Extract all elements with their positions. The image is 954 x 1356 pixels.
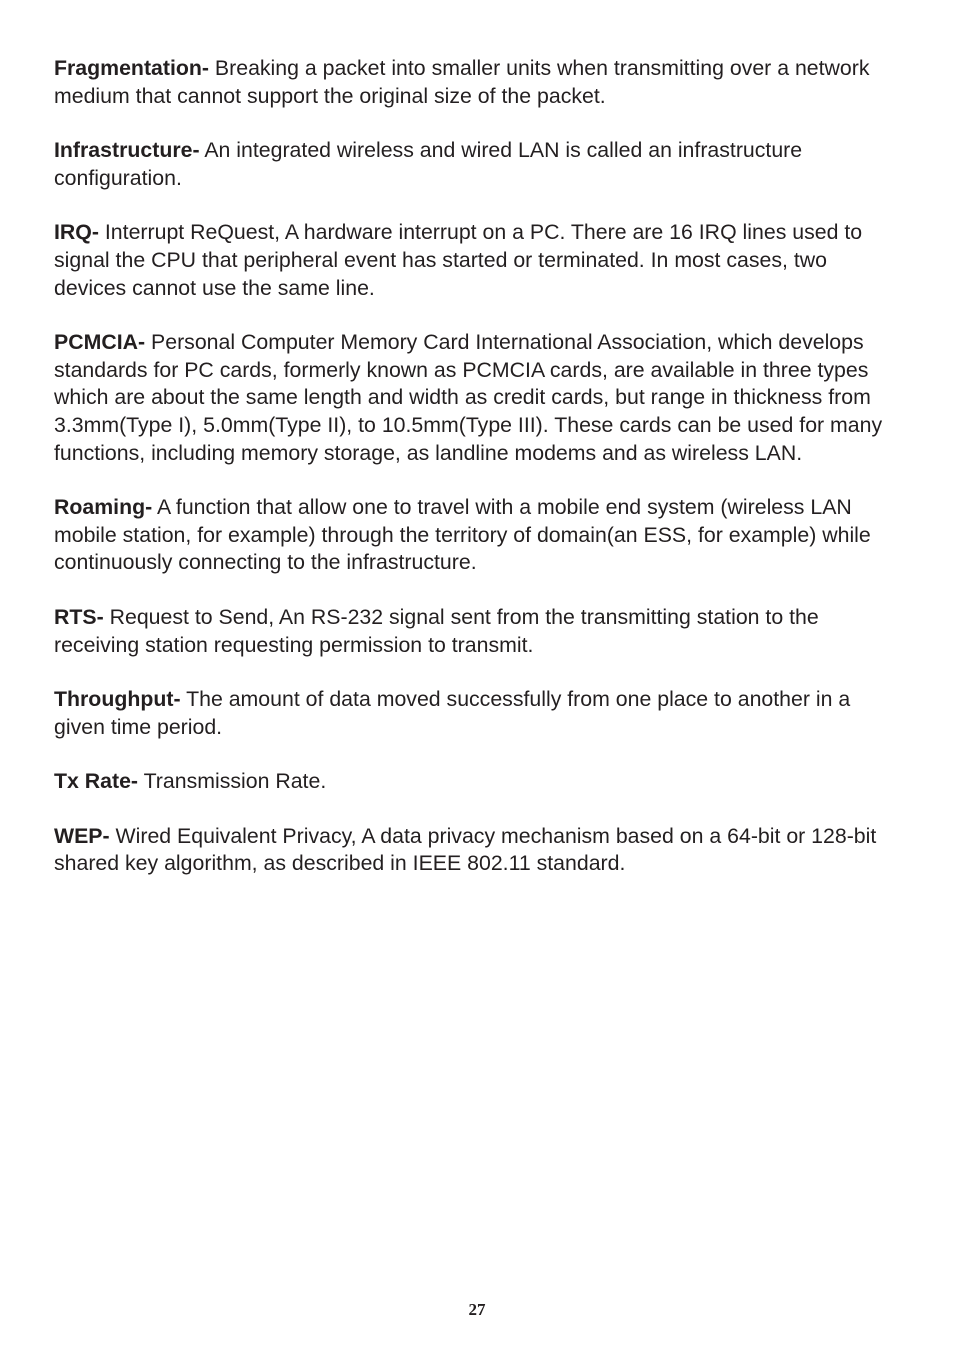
glossary-list [54,55,899,905]
glossary-definition: Request to Send, An RS-232 signal sent from the transmitting station to the receiving station requesting permission to transmit. [54,604,819,657]
glossary-entry-wep [54,823,899,878]
glossary-entry-pcmcia [54,329,899,467]
glossary-entry-rts [54,604,899,659]
glossary-entry-irq [54,219,899,302]
glossary-definition: Interrupt ReQuest, A hardware interrupt on a PC. There are 16 IRQ lines used to signal the CPU that peripheral event has started or terminated. In most cases, two devices cannot use the same line. [54,220,863,300]
glossary-term: Tx Rate- [54,769,139,794]
glossary-definition: An integrated wireless and wired LAN is called an infrastructure configuration. [54,138,803,190]
glossary-entry-throughput [54,686,899,741]
glossary-entry-tx-rate [54,768,899,796]
page-number: 27 [468,1300,486,1319]
glossary-entry-fragmentation [54,55,899,110]
glossary-term: WEP- [54,823,110,848]
glossary-term: Infrastructure- [54,138,200,163]
glossary-definition: The amount of data moved successfully from one place to another in a given time period. [54,687,851,739]
glossary-term: RTS- [54,604,104,629]
glossary-definition: Breaking a packet into smaller units when transmitting over a network medium that cannot support the original size of the packet. [54,56,870,108]
glossary-definition: A function that allow one to travel with a mobile end system (wireless LAN mobile station, for example) through the territory of domain(an ESS, for example) while continuously connecting to the infrastructure. [54,495,871,575]
glossary-term: PCMCIA- [54,330,146,355]
glossary-term: IRQ- [54,220,99,245]
glossary-definition: Personal Computer Memory Card International Association, which develops standards for PC cards, formerly known as PCMCIA cards, are available in three types which are about the same length and width as credit cards, but range in thickness from 3.3mm(Type I), 5.0mm(Type II), to 10.5mm(Type III). These cards can be used for many functions, including memory storage, as landline modems and as wireless LAN. [54,330,883,465]
glossary-definition: Transmission Rate. [143,769,327,794]
glossary-term: Roaming- [54,495,153,520]
glossary-entry-roaming [54,494,899,577]
glossary-term: Fragmentation- [54,56,209,80]
glossary-definition: Wired Equivalent Privacy, A data privacy mechanism based on a 64-bit or 128-bit shared key algorithm, as described in IEEE 802.11 standard. [54,823,877,876]
glossary-term: Throughput- [54,687,181,712]
glossary-entry-infrastructure [54,137,899,192]
